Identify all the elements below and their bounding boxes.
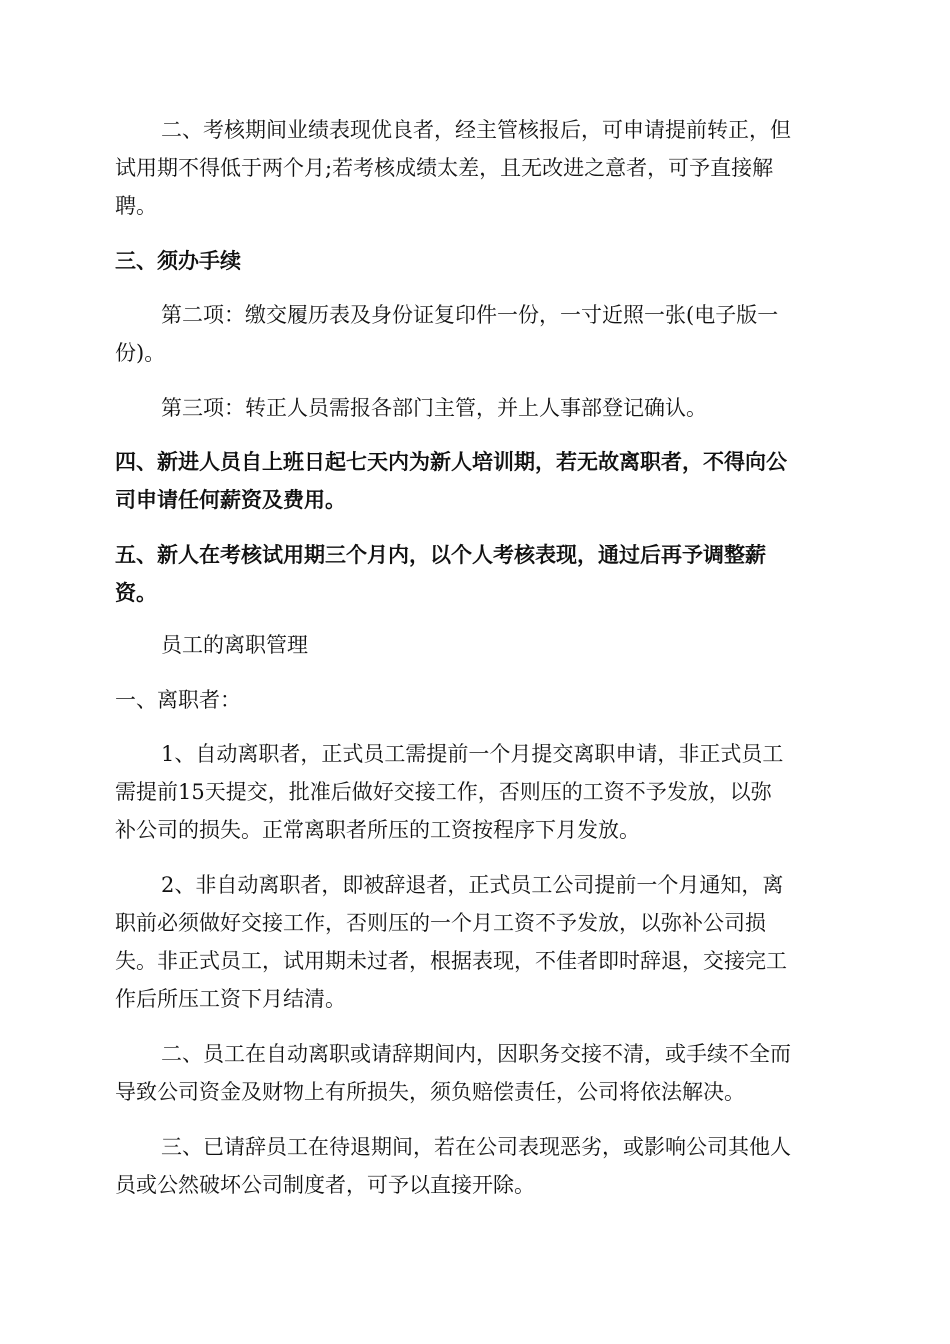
paragraph-expulsion — [115, 1128, 833, 1204]
heading-salary-adjustment — [115, 536, 833, 612]
text-line: 员工的离职管理 — [161, 633, 308, 657]
text-line: 2、非自动离职者，即被辞退者，正式员工公司提前一个月通知，离 — [161, 873, 784, 897]
text-line: 第二项：缴交履历表及身份证复印件一份，一寸近照一张(电子版一 — [161, 303, 779, 327]
heading-training-period — [115, 443, 833, 519]
text-line: 份)。 — [115, 341, 166, 365]
text-line: 补公司的损失。正常离职者所压的工资按程序下月发放。 — [115, 818, 640, 842]
text-line: 导致公司资金及财物上有所损失，须负赔偿责任，公司将依法解决。 — [115, 1080, 745, 1104]
text-line: 试用期不得低于两个月;若考核成绩太差，且无改进之意者，可予直接解 — [115, 156, 774, 180]
text-line: 四、新进人员自上班日起七天内为新人培训期，若无故离职者，不得向公 — [115, 449, 787, 474]
text-line: 第三项：转正人员需报各部门主管，并上人事部登记确认。 — [161, 396, 707, 420]
text-line: 五、新人在考核试用期三个月内，以个人考核表现，通过后再予调整薪 — [115, 542, 766, 567]
text-line: 1、自动离职者，正式员工需提前一个月提交离职申请，非正式员工 — [161, 742, 784, 766]
text-line: 作后所压工资下月结清。 — [115, 987, 346, 1011]
text-line: 资。 — [115, 580, 157, 605]
text-line: 司申请任何薪资及费用。 — [115, 487, 346, 512]
paragraph-item-two — [115, 296, 833, 372]
paragraph-early-confirmation — [115, 111, 833, 225]
text-line: 一、离职者： — [115, 688, 241, 712]
text-line: 三、已请辞员工在待退期间，若在公司表现恶劣，或影响公司其他人 — [161, 1135, 791, 1159]
text-line: 二、员工在自动离职或请辞期间内，因职务交接不清，或手续不全而 — [161, 1042, 791, 1066]
section-title-resignation — [115, 626, 833, 664]
text-line: 三、须办手续 — [115, 248, 241, 273]
text-line: 失。非正式员工，试用期未过者，根据表现，不佳者即时辞退，交接完工 — [115, 949, 787, 973]
paragraph-dismissal — [115, 866, 833, 1018]
heading-resigners — [115, 681, 833, 719]
paragraph-voluntary-resignation — [115, 735, 833, 849]
text-line: 员或公然破坏公司制度者，可予以直接开除。 — [115, 1173, 535, 1197]
text-line: 需提前15天提交，批准后做好交接工作，否则压的工资不予发放，以弥 — [115, 780, 772, 804]
text-line: 聘。 — [115, 194, 157, 218]
text-line: 二、考核期间业绩表现优良者，经主管核报后，可申请提前转正，但 — [161, 118, 791, 142]
paragraph-item-three — [115, 389, 833, 427]
text-line: 职前必须做好交接工作，否则压的一个月工资不予发放，以弥补公司损 — [115, 911, 766, 935]
heading-procedures — [115, 242, 833, 280]
paragraph-handover-liability — [115, 1035, 833, 1111]
